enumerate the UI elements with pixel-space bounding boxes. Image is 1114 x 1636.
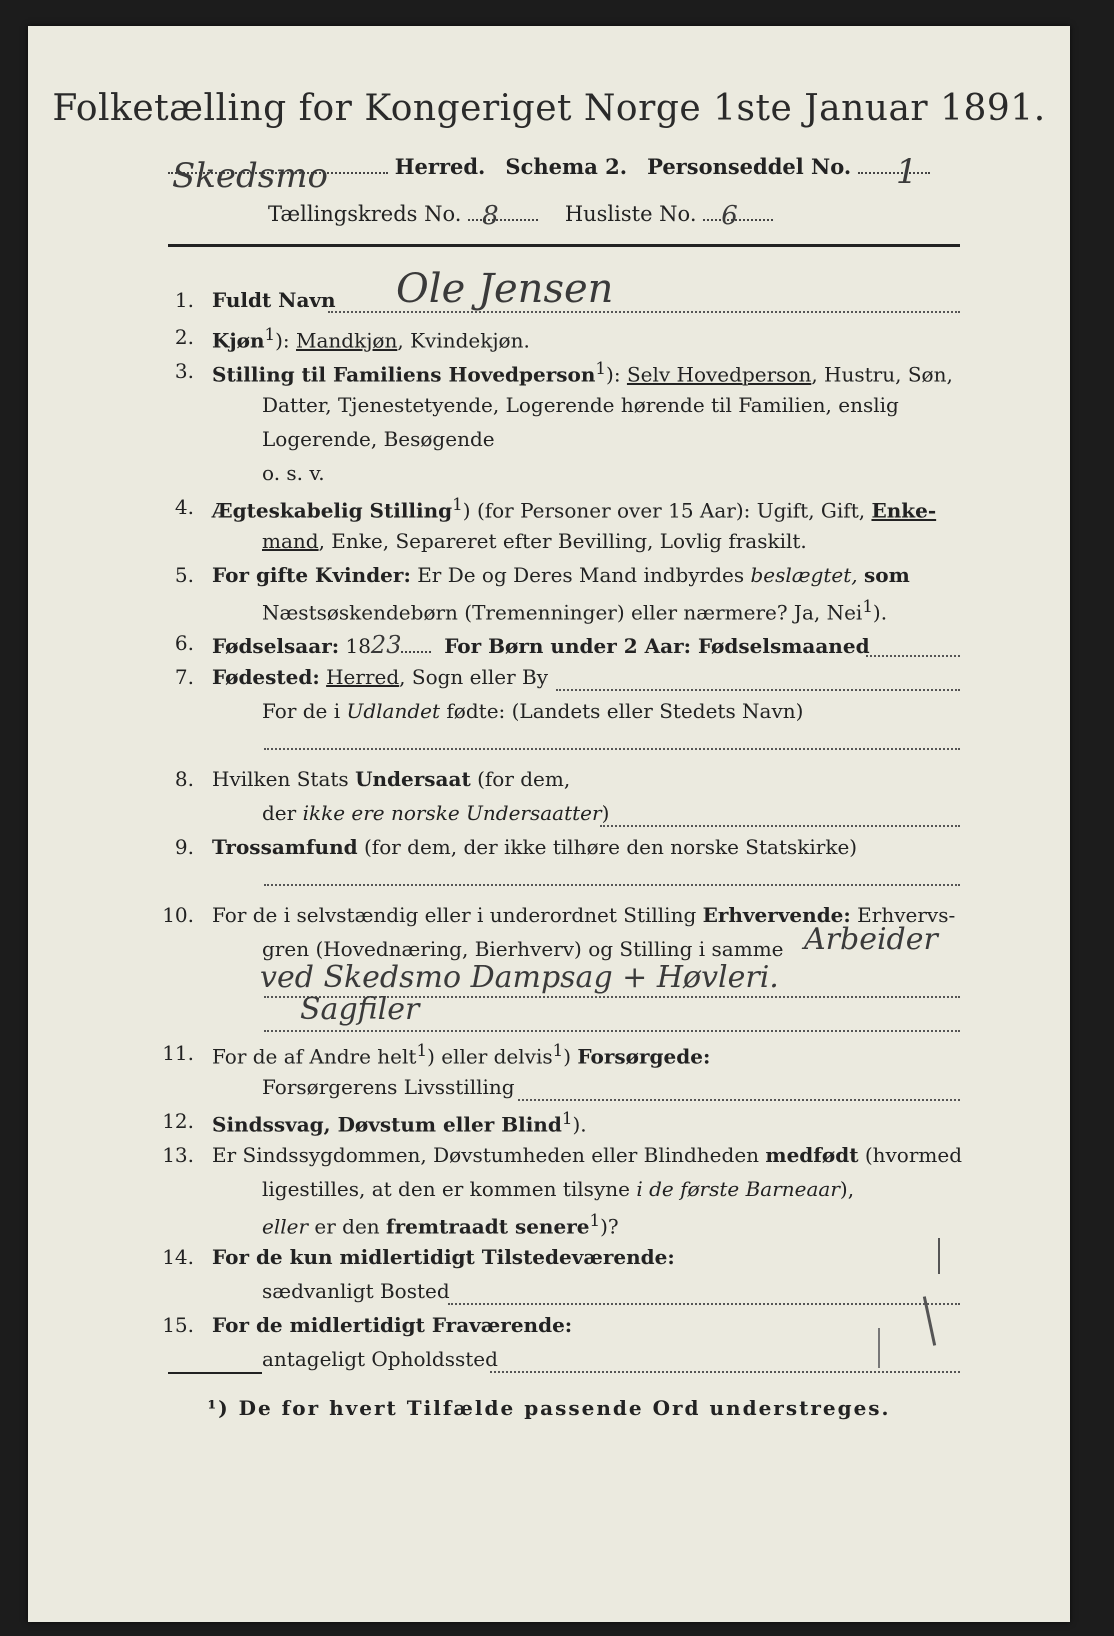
- q3-line1-rest: , Hustru, Søn,: [811, 362, 953, 387]
- q11-line1c: Forsørgede:: [577, 1044, 711, 1069]
- q6-year-value: 23: [370, 631, 402, 659]
- q10-line2: gren (Hovednæring, Bierhverv) og Stilling i samme: [262, 937, 784, 961]
- q10-line1c: Erhvervs-: [857, 903, 956, 927]
- q9-label: Trossamfund: [212, 835, 358, 859]
- q7-line2a: For de i: [262, 699, 341, 723]
- q3-label: Stilling til Familiens Hovedperson: [212, 362, 596, 387]
- q6-fill: [866, 655, 960, 657]
- q5-line1b: som: [864, 563, 910, 587]
- husliste-label: Husliste No.: [564, 202, 697, 226]
- q7-label: Fødested:: [212, 665, 320, 689]
- q4-enkemand-part1: Enke-: [871, 498, 937, 523]
- q11-number: 11.: [162, 1041, 194, 1065]
- q8-line1a: Hvilken Stats: [212, 767, 349, 791]
- q13-line2a: ligestilles, at den er kommen tilsyne: [262, 1177, 630, 1201]
- q13-line1b: medfødt: [765, 1143, 859, 1167]
- q1-fill: [328, 311, 960, 313]
- q6-number: 6.: [174, 631, 194, 655]
- kreds-row: [268, 201, 773, 231]
- q11-line2: Forsørgerens Livsstilling: [262, 1075, 515, 1099]
- q13-number: 13.: [162, 1143, 194, 1167]
- q2-kvindekjon: Kvindekjøn.: [410, 328, 530, 353]
- q9-rest: (for dem, der ikke tilhøre den norske Statskirke): [363, 835, 858, 859]
- q1-number: 1.: [174, 288, 194, 312]
- q8-line2b: ): [601, 801, 610, 825]
- footnote: ¹) De for hvert Tilfælde passende Ord understreges.: [207, 1396, 891, 1420]
- q13-line3c: fremtraadt senere: [386, 1214, 590, 1239]
- q11-line1a: For de af Andre helt: [212, 1044, 417, 1069]
- q3-selv-hovedperson: Selv Hovedperson: [626, 362, 812, 387]
- q10-line1b: Erhvervende:: [702, 903, 851, 927]
- husliste-field: [703, 201, 773, 231]
- q13-line1c: (hvormed: [864, 1143, 962, 1167]
- form-title: Folketælling for Kongeriget Norge 1ste Januar 1891.: [52, 88, 1046, 129]
- schema-label: Schema 2.: [505, 154, 628, 179]
- q4-line1: (for Personer over 15 Aar): Ugift, Gift,: [476, 498, 866, 523]
- census-form: Folketælling for Kongeriget Norge 1ste Januar 1891. Skedsmo Herred. Schema 2. Personseddel No. 1 Tællingskreds No. 8 Husliste No. 6 1. Fuldt Navn Ole Jensen 2. Kjøn$^1$): Mandkjøn, Kvindekjøn. 3. Stilling til Familiens Hovedperson$^1$): Selv Hovedperson, Hustru, Søn, Datter, Tjenestetyende, Logerende hørende til Familien, enslig Logerende, Besøgende o. s. v. 4. Ægteskabelig Stilling$^1$) (for Personer over 15 Aar): Ugift, Gift, Enke- mand, Enke, Separeret efter Bevilling, Lovlig fraskilt. 5. For gifte Kvinder: Er De og Deres Mand indbyrdes beslægtet, som Næstsøskendebørn (Tremenninger) eller nærmere? Ja, Nei$^1$). 6. Fødselsaar: 1823 For Børn under 2 Aar: Fødselsmaaned 7. Fødested: Herred, Sogn eller By For de i Udlandet fødte: (Landets eller Stedets Navn) 8. Hvilken Stats Undersaat (for dem, der ikke ere norske Undersaatter) 9. Trossamfund (for dem, der ikke tilhøre den norske Statskirke) 10. For de i selvstændig eller i underordnet Stilling Erhvervende: Erhvervs- gren (Hovednæring, Bierhverv) og Stilling i samme Arbeider ved Skedsmo Dampsag + Høvleri. Sagfiler 11. For de af Andre helt$^1$) eller delvis$^1$) Forsørgede: Forsørgerens Livsstilling 12. Sindssvag, Døvstum eller Blind$^1$). 13. Er Sindssygdommen, Døvstumheden eller Blindheden medfødt (hvormed ligestilles, at den er kommen tilsyne i de første Barneaar), eller er den fremtraadt senere$^1$)? 14. For de kun midlertidigt Tilstedeværende: sædvanligt Bosted 15. For de midlertidigt Fraværende: antageligt Opholdssted ¹) De for hvert Tilfælde passende Ord understreges.: [28, 26, 1070, 1622]
- q5-line2: Næstsøskendebørn (Tremenninger) eller nærmere? Ja, Nei: [262, 600, 863, 625]
- q4-label: Ægteskabelig Stilling: [212, 498, 453, 523]
- q9-fill: [264, 884, 960, 886]
- q14-number: 14.: [162, 1245, 194, 1269]
- herred-value: Skedsmo: [172, 156, 328, 196]
- q15-line2: antageligt Opholdssted: [262, 1347, 498, 1371]
- q4-line2: , Enke, Separeret efter Bevilling, Lovlig fraskilt.: [318, 529, 807, 553]
- q8-line2a: der: [262, 801, 297, 825]
- q7-fill: [556, 689, 960, 691]
- q8-line1b: Undersaat: [355, 767, 471, 791]
- q7-line2b: fødte: (Landets eller Stedets Navn): [446, 699, 804, 723]
- q15-number: 15.: [162, 1313, 194, 1337]
- q10-hand2: ved Skedsmo Dampsag + Høvleri.: [260, 960, 779, 995]
- q7-rest: , Sogn eller By: [399, 665, 549, 689]
- q2-mandkjon: Mandkjøn: [296, 328, 398, 353]
- q3-number: 3.: [174, 359, 194, 383]
- q10-line1a: For de i selvstændig eller i underordnet Stilling: [212, 903, 697, 927]
- q6-prefix: 18: [345, 634, 371, 658]
- q13-line3a: eller: [262, 1214, 309, 1239]
- herred-label: Herred.: [394, 154, 486, 179]
- q15-fill: [490, 1371, 960, 1373]
- pencil-mark: [938, 1238, 940, 1274]
- q8-line2i: ikke ere norske Undersaatter: [302, 801, 602, 825]
- q12-label: Sindssvag, Døvstum eller Blind: [212, 1112, 562, 1137]
- q14-label: For de kun midlertidigt Tilstedeværende:: [212, 1245, 675, 1269]
- q14-line2: sædvanligt Bosted: [262, 1279, 450, 1303]
- q7-line2i: Udlandet: [346, 699, 441, 723]
- header-rule: [168, 244, 960, 247]
- q10-number: 10.: [162, 903, 194, 927]
- kreds-value: 8: [482, 201, 499, 231]
- q6-label: Fødselsaar:: [212, 634, 340, 658]
- q11-line1b: eller delvis: [441, 1044, 553, 1069]
- q8-number: 8.: [174, 767, 194, 791]
- q3-sup: 1: [595, 359, 607, 378]
- q3-line3: Logerende, Besøgende: [262, 427, 495, 451]
- q5-number: 5.: [174, 563, 194, 587]
- q5-line1a: Er De og Deres Mand indbyrdes: [417, 563, 745, 587]
- q10-hand3: Sagfiler: [300, 992, 420, 1027]
- q13-line1a: Er Sindssygdommen, Døvstumheden eller Blindheden: [212, 1143, 760, 1167]
- q4-sup: 1: [452, 495, 463, 514]
- q5-label: For gifte Kvinder:: [212, 563, 411, 587]
- q4-number: 4.: [174, 495, 194, 519]
- q7-fill2: [264, 748, 960, 750]
- q15-label: For de midlertidigt Fraværende:: [212, 1313, 573, 1337]
- pencil-mark: [878, 1328, 880, 1368]
- q7-number: 7.: [174, 665, 194, 689]
- kreds-field: [468, 201, 538, 231]
- q10-hand1: Arbeider: [804, 922, 938, 957]
- q14-fill: [448, 1303, 960, 1305]
- personseddel-value: 1: [895, 152, 918, 192]
- personseddel-label: Personseddel No.: [647, 154, 852, 179]
- q7-herred: Herred: [326, 665, 400, 689]
- personseddel-field: [858, 152, 930, 192]
- q10-fill2: [264, 1030, 960, 1032]
- q3-line2: Datter, Tjenestetyende, Logerende hørende til Familien, enslig: [262, 393, 899, 417]
- q13-line3b: er den: [314, 1214, 380, 1239]
- herred-field: [168, 156, 388, 196]
- husliste-value: 6: [721, 201, 738, 231]
- q9-number: 9.: [174, 835, 194, 859]
- q5-line1i: beslægtet,: [750, 563, 858, 587]
- q12-number: 12.: [162, 1109, 194, 1133]
- q1-name-value: Ole Jensen: [396, 266, 614, 312]
- q3-line4: o. s. v.: [262, 461, 325, 485]
- q8-line1c: (for dem,: [477, 767, 571, 791]
- q2-number: 2.: [174, 325, 194, 349]
- q13-line2i: i de første Barneaar: [636, 1177, 840, 1201]
- kreds-label: Tællingskreds No.: [268, 202, 462, 226]
- q2-label: Kjøn: [212, 328, 265, 353]
- q11-fill: [518, 1099, 960, 1101]
- q6-label2: For Børn under 2 Aar: Fødselsmaaned: [444, 634, 870, 658]
- q2-sup: 1: [264, 325, 276, 344]
- q1-label: Fuldt Navn: [212, 288, 336, 312]
- q8-fill: [600, 825, 960, 827]
- q4-enkemand-part2: mand: [262, 529, 319, 553]
- herred-row: [168, 152, 988, 196]
- footnote-rule: [168, 1372, 262, 1374]
